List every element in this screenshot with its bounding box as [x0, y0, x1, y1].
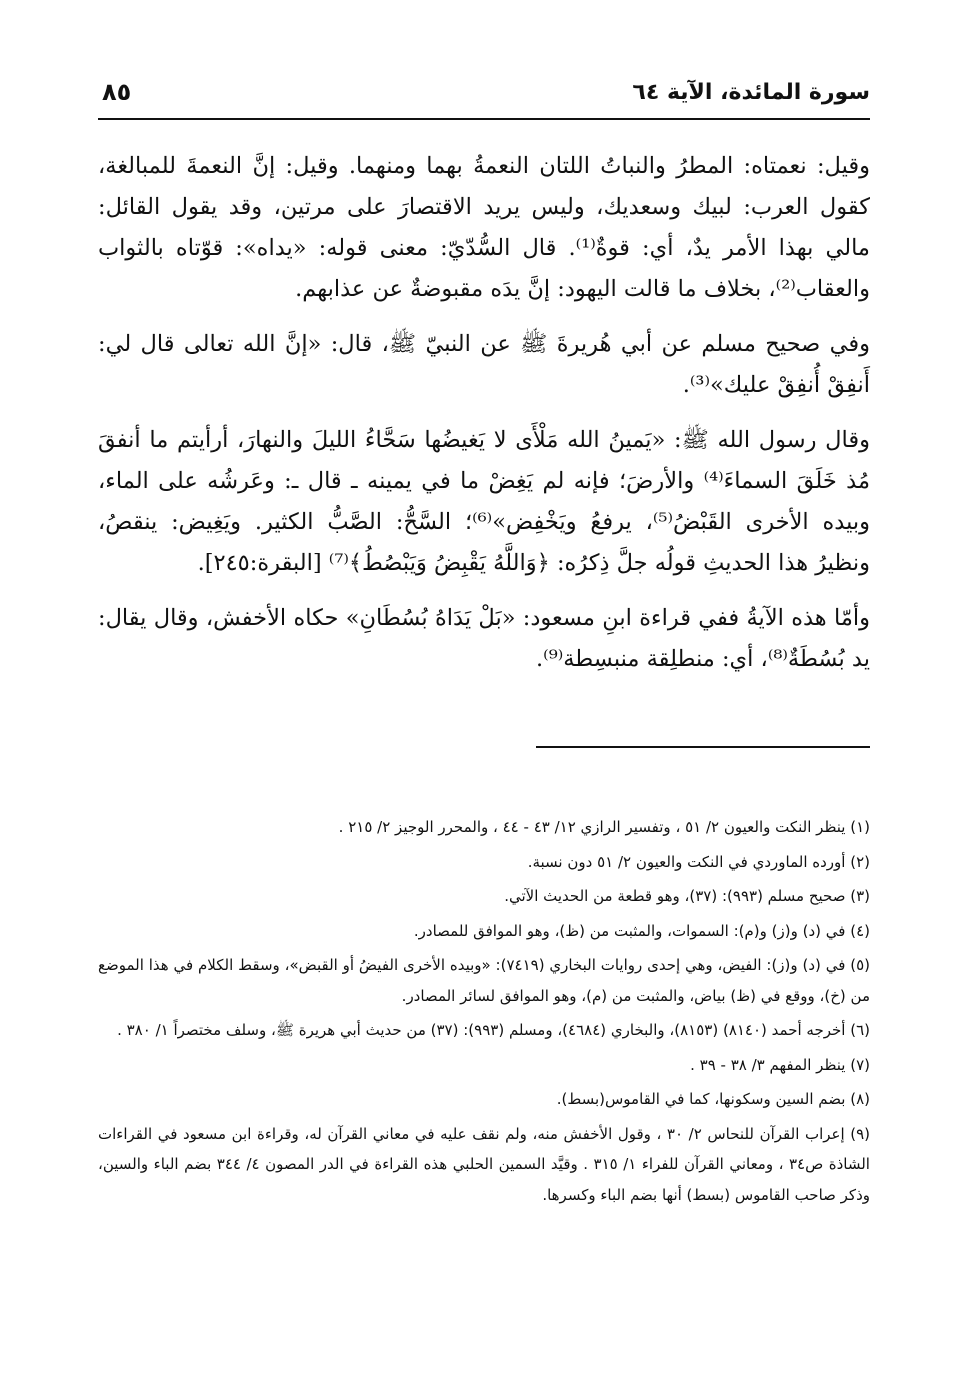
footnote: (٧) ينظر المفهم ٣/ ٣٨ - ٣٩ . — [690, 1055, 870, 1074]
footnote: (٢) أورده الماوردي في النكت والعيون ٢/ ٥١ دون نسبة. — [527, 852, 870, 871]
footnote: (٩) إعراب القرآن للنحاس ٢/ ٣٠ ، وقول الأخفش منه، ولم نقف عليه في معاني القرآن له، وقراءة ابن مسعود في القراءات الشاذة ص٣٤ ، ومعاني القرآن للفراء ١/ ٣١٥ . وقيَّد السمين الحلبي هذه القراءة في الدر المصون ٤/ ٣٤٤ بضم الباء والسين، وذكر صاحب القاموس (بسط) أنها بضم الباء وكسرها. — [98, 1124, 870, 1204]
running-title: سورة المائدة، الآية ٦٤ — [632, 80, 870, 105]
paragraph: وفي صحيح مسلم عن أبي هُريرةَ ﷺ عن النبيّ ﷺ، قال: «إنَّ الله تعالى قال لي: أَنفِقْ أُنفِقْ عليك»⁽³⁾. — [98, 331, 870, 398]
paragraph: وقال رسول الله ﷺ: «يَمينُ الله مَلْأَى لا يَغيضُها سَحَّاءُ الليلَ والنهارَ، أرأيتم ما أنفقَ مُذ خَلَقَ السماءَ⁽⁴⁾ والأرضَ؛ فإنه لم يَغِضْ ما في يمينه ـ قال ـ: وعَرشُه على الماء، وبيده الأخرى القَبْضُ⁽⁵⁾، يرفعُ ويَخْفِض»⁽⁶⁾؛ السَّحُّ: الصَّبُّ الكثير. ويَغِيض: ينقصُ، ونظيرُ هذا الحديثِ قولُه جلَّ ذِكرُه: ﴿وَاللَّهُ يَقْبِضُ وَيَبْصُطُ﴾⁽⁷⁾ [البقرة:٢٤٥]. — [98, 427, 871, 576]
footnote: (١) ينظر النكت والعيون ٢/ ٥١ ، وتفسير الرازي ١٢/ ٤٣ - ٤٤ ، والمحرر الوجيز ٢/ ٢١٥ . — [338, 818, 870, 836]
page-header — [98, 78, 870, 120]
footnote: (٦) أخرجه أحمد (٨١٤٠) (٨١٥٣)، والبخاري (٤٦٨٤)، ومسلم (٩٩٣): (٣٧) من حديث أبي هريرة ﷺ، وسلف مختصراً ١/ ٣٨٠ . — [117, 1021, 870, 1039]
paragraph: وقيل: نعمتاه: المطرُ والنباتُ اللتان النعمةُ بهما ومنهما. وقيل: إنَّ النعمةَ للمبالغة، كقول العرب: لبيك وسعديك، وليس يريد الاقتصارَ على مرتين، وقد يقول القائل: مالي بهذا الأمر يدٌ، أي: قوةٌ⁽¹⁾. قال السُّدّيّ: معنى قوله: «يداه»: قوّتاه بالثواب والعقاب⁽²⁾، بخلاف ما قالت اليهود: إنَّ يدَه مقبوضةٌ عن عذابهم. — [98, 153, 870, 302]
footnote-separator — [536, 746, 870, 748]
page-number: ٨٥ — [102, 78, 132, 106]
footnote: (٨) بضم السين وسكونها، كما في القاموس(بسط). — [556, 1090, 870, 1108]
footnote: (٤) في (د) و(ز) و(م): السموات، والمثبت من (ظ)، وهو الموافق للمصادر. — [413, 921, 870, 940]
main-text — [98, 146, 870, 694]
footnotes — [98, 812, 870, 1214]
footnote: (٣) صحيح مسلم (٩٩٣): (٣٧)، وهو قطعة من الحديث الآتي. — [504, 887, 870, 905]
footnote: (٥) في (د) و(ز): الفيض، وهي إحدى روايات البخاري (٧٤١٩): «وبيده الأخرى الفيضُ أو القبض»، وسقط الكلام في هذا الموضع من (خ)، ووقع في (ظ) بياض، والمثبت من (م)، وهو الموافق لسائر المصادر. — [98, 956, 870, 1005]
paragraph: وأمّا هذه الآيةُ ففي قراءة ابنِ مسعود: «بَلْ يَدَاهُ بُسُطَانِ» حكاه الأخفش، وقال يقال: يد بُسُطَةٌ⁽⁸⁾، أي: منطلِقة منبسِطة⁽⁹⁾. — [98, 605, 870, 672]
